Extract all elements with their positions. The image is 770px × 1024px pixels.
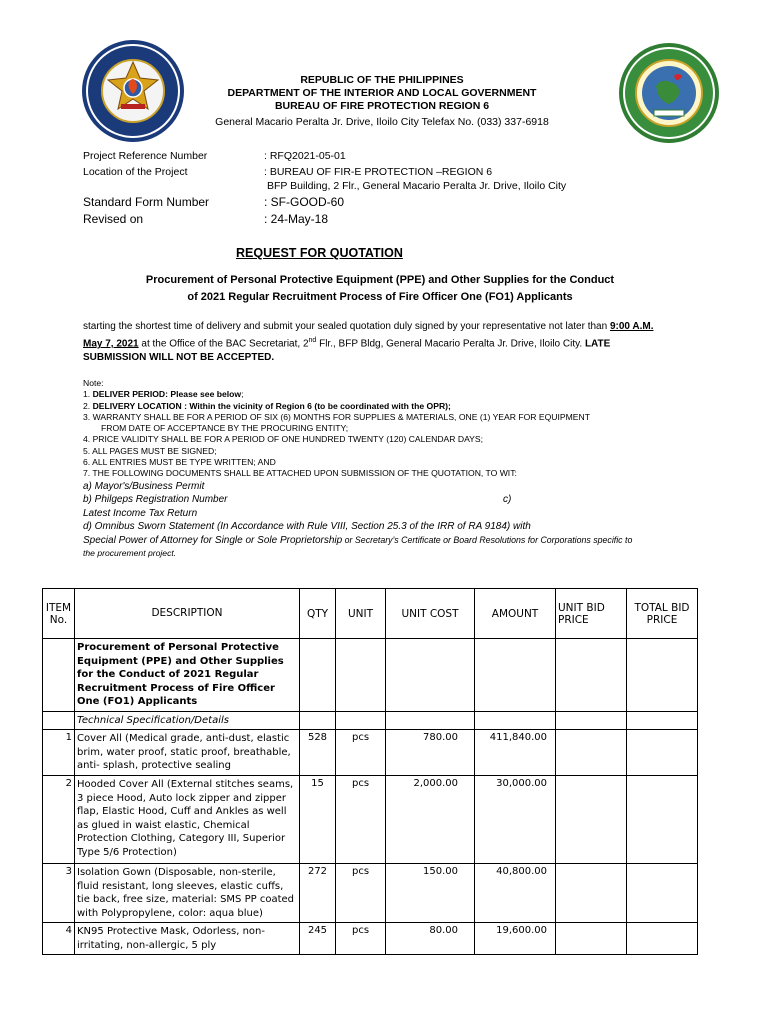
note-3	[83, 412, 755, 423]
spec-item-cell	[43, 711, 75, 730]
row-total-bid-price[interactable]	[627, 864, 698, 923]
meta-rev-value: : 24-May-18	[264, 212, 329, 226]
letterhead-department: DEPARTMENT OF THE INTERIOR AND LOCAL GOVERNMENT	[227, 87, 537, 99]
row-unit: pcs	[336, 776, 386, 864]
doc-b: b) Philgeps Registration Number	[83, 494, 228, 506]
spec-label: Technical Specification/Details	[75, 711, 300, 730]
row-item-no: 4	[43, 923, 75, 955]
late-warning-2: SUBMISSION WILL NOT BE ACCEPTED.	[83, 352, 275, 364]
note-4-number: 4.	[83, 434, 91, 445]
procurement-subject	[100, 272, 660, 306]
doc-d-line3: the procurement project.	[83, 548, 177, 559]
note-4	[83, 434, 755, 445]
row-unit: pcs	[336, 923, 386, 955]
late-warning-1: LATE	[584, 338, 611, 350]
meta-form-value: : SF-GOOD-60	[264, 195, 345, 209]
row-unit-bid-price[interactable]	[556, 776, 627, 864]
meta-loc-value: : BUREAU OF FIR-E PROTECTION –REGION 6	[264, 166, 493, 178]
note-5-number: 5.	[83, 445, 91, 456]
row-unit: pcs	[336, 730, 386, 776]
instruction-text-3: Flr., BFP Bldg, General Macario Peralta Jr. Drive, Iloilo City.	[319, 338, 583, 350]
header-qty: QTY	[300, 589, 336, 639]
note-3-continued: FROM DATE OF ACCEPTANCE BY THE PROCURING ENTITY;	[101, 423, 349, 434]
row-unit-bid-price[interactable]	[556, 864, 627, 923]
instruction-text-2: at the Office of the BAC Secretariat, 2	[141, 338, 309, 350]
meta-ref-value: : RFQ2021-05-01	[264, 150, 346, 162]
doc-d: d) Omnibus Sworn Statement (In Accordance with Rule VIII, Section 25.3 of the IRR of RA 9184) with	[83, 521, 531, 533]
header-description: DESCRIPTION	[75, 589, 300, 639]
group-cost-cell	[386, 639, 475, 712]
row-total-bid-price[interactable]	[627, 776, 698, 864]
row-item-no: 3	[43, 864, 75, 923]
header-item-no: ITEM No.	[43, 589, 75, 639]
note-5	[83, 446, 755, 457]
doc-a: a) Mayor's/Business Permit	[83, 480, 205, 492]
row-amount: 19,600.00	[475, 923, 556, 955]
note-1-number: 1.	[83, 389, 91, 400]
note-2	[83, 401, 755, 412]
group-unit-cell	[336, 639, 386, 712]
note-4-text: PRICE VALIDITY SHALL BE FOR A PERIOD OF ONE HUNDRED TWENTY (120) CALENDAR DAYS;	[92, 434, 484, 445]
table-row	[43, 923, 698, 955]
note-6	[83, 457, 755, 468]
row-unit-cost: 80.00	[386, 923, 475, 955]
header-unit-cost: UNIT COST	[386, 589, 475, 639]
submission-instruction	[83, 320, 755, 365]
row-qty: 528	[300, 730, 336, 776]
meta-form-label: Standard Form Number	[83, 195, 210, 209]
note-3-text: WARRANTY SHALL BE FOR A PERIOD OF SIX (6) MONTHS FOR SUPPLIES & MATERIALS, ONE (1) YEAR FOR EQUIPMENT	[92, 411, 590, 422]
note-2-number: 2.	[83, 400, 91, 411]
row-unit-bid-price[interactable]	[556, 923, 627, 955]
note-1-text: DELIVER PERIOD: Please see below	[92, 389, 242, 400]
spec-qty-cell	[300, 711, 336, 730]
group-bid-cell	[556, 639, 627, 712]
note-1-tail: ;	[241, 389, 244, 400]
letterhead-republic: REPUBLIC OF THE PHILIPPINES	[300, 74, 464, 86]
note-2-text: DELIVERY LOCATION : Within the vicinity of Region 6 (to be coordinated with the OPR);	[92, 400, 451, 411]
header-amount: AMOUNT	[475, 589, 556, 639]
note-6-number: 6.	[83, 457, 91, 468]
row-qty: 272	[300, 864, 336, 923]
ordinal-suffix: nd	[308, 337, 317, 344]
spec-amount-cell	[475, 711, 556, 730]
row-description: Hooded Cover All (External stitches seams, 3 piece Hood, Auto lock zipper and zipper flap, Elastic Hood, Cuff and Ankles as well as glued in waist elastic, Chemical Protection Clothing, Category III, Superior Type 5/6 Protection)	[75, 776, 300, 864]
note-1	[83, 389, 755, 400]
note-7: 7. THE FOLLOWING DOCUMENTS SHALL BE ATTACHED UPON SUBMISSION OF THE QUOTATION, TO WIT:	[83, 468, 517, 479]
table-row	[43, 864, 698, 923]
row-item-no: 2	[43, 776, 75, 864]
table-row	[43, 730, 698, 776]
row-unit: pcs	[336, 864, 386, 923]
deadline-time: 9:00 A.M.	[609, 321, 654, 332]
doc-d-poa: Special Power of Attorney for Single or Sole Proprietorship	[83, 534, 343, 546]
bfp-region6-seal-icon	[618, 42, 720, 144]
deadline-date: May 7, 2021	[83, 338, 139, 350]
row-total-bid-price[interactable]	[627, 923, 698, 955]
group-qty-cell	[300, 639, 336, 712]
spec-cost-cell	[386, 711, 475, 730]
spec-bid-cell	[556, 711, 627, 730]
row-unit-bid-price[interactable]	[556, 730, 627, 776]
table-group-row	[43, 639, 698, 712]
letterhead-bureau: BUREAU OF FIRE PROTECTION REGION 6	[274, 100, 490, 112]
spec-total-cell	[627, 711, 698, 730]
table-row	[43, 776, 698, 864]
group-item-cell	[43, 639, 75, 712]
meta-loc-label: Location of the Project	[83, 166, 188, 178]
row-qty: 245	[300, 923, 336, 955]
note-6-text: ALL ENTRIES MUST BE TYPE WRITTEN; AND	[92, 457, 276, 468]
row-description: Cover All (Medical grade, anti-dust, elastic brim, water proof, static proof, breathable, anti- splash, protective sealing	[75, 730, 300, 776]
doc-c-text: Latest Income Tax Return	[83, 507, 198, 519]
document-title: REQUEST FOR QUOTATION	[236, 246, 403, 260]
subject-line-2: of 2021 Regular Recruitment Process of Fire Officer One (FO1) Applicants	[187, 291, 573, 303]
row-amount: 40,800.00	[475, 864, 556, 923]
notes-heading: Note:	[83, 378, 104, 388]
meta-ref-label: Project Reference Number	[83, 150, 208, 162]
doc-d-secretary: or Secretary's Certificate or Board Resolutions for Corporations specific to	[342, 534, 633, 545]
row-qty: 15	[300, 776, 336, 864]
group-total-cell	[627, 639, 698, 712]
row-description: Isolation Gown (Disposable, non-sterile, fluid resistant, long sleeves, elastic cuffs, tie back, free size, material: SMS PP coated with Polypropylene, color: aqua blue)	[75, 864, 300, 923]
header-total-bid-price: TOTAL BID PRICE	[627, 589, 698, 639]
row-item-no: 1	[43, 730, 75, 776]
spec-unit-cell	[336, 711, 386, 730]
note-3-number: 3.	[83, 411, 91, 422]
group-title: Procurement of Personal Protective Equipment (PPE) and Other Supplies for the Conduct of 2021 Regular Recruitment Process of Fire Officer One (FO1) Applicants	[75, 639, 300, 712]
instruction-text-1: starting the shortest time of delivery and submit your sealed quotation duly signed by your representative not later than	[83, 321, 608, 332]
header-unit-bid-price: UNIT BID PRICE	[556, 589, 627, 639]
table-header-row	[43, 589, 698, 639]
row-unit-cost: 150.00	[386, 864, 475, 923]
letterhead	[160, 74, 604, 129]
items-table	[42, 588, 698, 955]
row-unit-cost: 780.00	[386, 730, 475, 776]
header-unit: UNIT	[336, 589, 386, 639]
doc-b-row	[83, 493, 755, 507]
row-amount: 30,000.00	[475, 776, 556, 864]
row-description: KN95 Protective Mask, Odorless, non-irritating, non-allergic, 5 ply	[75, 923, 300, 955]
subject-line-1: Procurement of Personal Protective Equipment (PPE) and Other Supplies for the Conduct	[145, 274, 615, 286]
letterhead-address: General Macario Peralta Jr. Drive, Iloilo City Telefax No. (033) 337-6918	[215, 116, 549, 128]
row-unit-cost: 2,000.00	[386, 776, 475, 864]
table-spec-row	[43, 711, 698, 730]
doc-c: c)	[503, 494, 512, 506]
meta-loc-address: BFP Building, 2 Flr., General Macario Peralta Jr. Drive, Iloilo City	[267, 180, 567, 192]
meta-rev-label: Revised on	[83, 212, 144, 226]
row-amount: 411,840.00	[475, 730, 556, 776]
group-amount-cell	[475, 639, 556, 712]
row-total-bid-price[interactable]	[627, 730, 698, 776]
note-5-text: ALL PAGES MUST BE SIGNED;	[92, 445, 217, 456]
notes-section	[83, 378, 755, 561]
doc-d-line2	[83, 534, 755, 548]
